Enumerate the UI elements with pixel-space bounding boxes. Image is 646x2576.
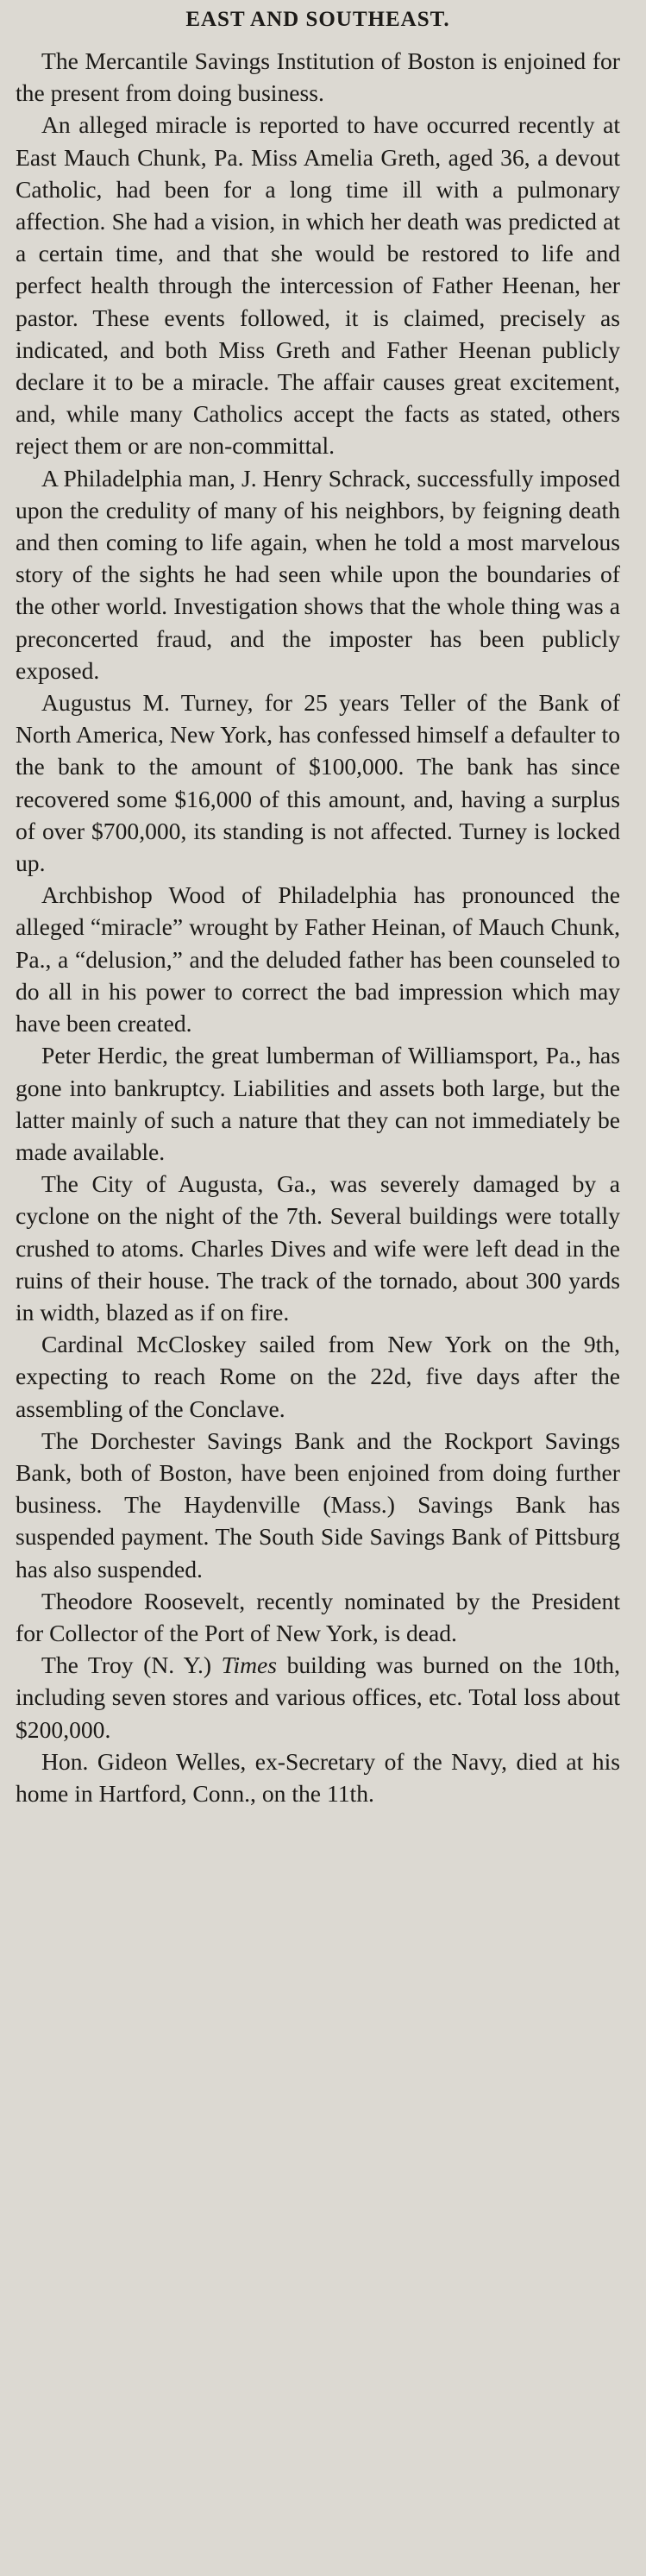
news-item-peter-herdic: Peter Herdic, the great lumberman of Williamsport, Pa., has gone into bankruptcy. Liabilities and assets both large, but the latter mainly of such a nature that they can not immediately be made available. (16, 1042, 620, 1165)
news-item-philadelphia-fraud: A Philadelphia man, J. Henry Schrack, successfully imposed upon the credulity of many of his neighbors, by feigning death and then coming to life again, when he told a most marvelous story of the sights he had seen while upon the boundaries of the other world. Investigation shows that the whole thing was a preconcerted fraud, and the imposter has been publicly exposed. (16, 464, 620, 684)
news-item-alleged-miracle: An alleged miracle is reported to have occurred recently at East Mauch Chunk, Pa. Miss Amelia Greth, aged 36, a devout Catholic, had been for a long time ill with a pulmonary affection. She had a vision, in which her death was predicted at a certain time, and that she would be restored to life and perfect health through the intercession of Father Heenan, her pastor. These events followed, it is claimed, precisely as indicated, and both Miss Greth and Father Heenan publicly declare it to be a miracle. The affair causes great excitement, and, while many Catholics accept the facts as stated, others reject them or are non-committal. (16, 111, 620, 460)
section-heading: EAST AND SOUTHEAST. (185, 8, 450, 31)
news-item-savings-banks: The Dorchester Savings Bank and the Rockport Savings Bank, both of Boston, have been enjoined from doing further business. The Haydenville (Mass.) Savings Bank has suspended payment. The South Side Savings Bank of Pittsburg has also suspended. (16, 1426, 620, 1583)
troy-text-after: building was burned on the 10th, including seven stores and various offices, etc. Total loss about $200,000. (16, 1652, 620, 1743)
news-item-archbishop-wood: Archbishop Wood of Philadelphia has pronounced the alleged “miracle” wrought by Father Heinan, of Mauch Chunk, Pa., a “delusion,” and the deluded father has been counseled to do all in his power to correct the bad impression which may have been created. (16, 881, 620, 1037)
news-item-cardinal-mccloskey: Cardinal McCloskey sailed from New York on the 9th, expecting to reach Rome on the 22d, five days after the assembling of the Conclave. (16, 1331, 620, 1422)
news-item-turney-defaulter: Augustus M. Turney, for 25 years Teller of the Bank of North America, New York, has confessed himself a defaulter to the bank to the amount of $100,000. The bank has since recovered some $16,000 of this amount, and, having a surplus of over $700,000, its standing is not affected. Turney is locked up. (16, 689, 620, 877)
troy-text-before: The Troy (N. Y.) (41, 1652, 222, 1679)
news-item-mercantile-savings: The Mercantile Savings Institution of Boston is enjoined for the present from doing business. (16, 47, 620, 107)
news-item-gideon-welles: Hon. Gideon Welles, ex-Secretary of the Navy, died at his home in Hartford, Conn., on the 11th. (16, 1747, 620, 1807)
troy-newspaper-title: Times (221, 1652, 278, 1679)
news-item-augusta-cyclone: The City of Augusta, Ga., was severely damaged by a cyclone on the night of the 7th. Several buildings were totally crushed to atoms. Charles Dives and wife were left dead in the ruins of their house. The track of the tornado, about 300 yards in width, blazed as if on fire. (16, 1170, 620, 1326)
news-column (16, 45, 620, 1809)
news-item-theodore-roosevelt: Theodore Roosevelt, recently nominated by the President for Collector of the Port of New York, is dead. (16, 1587, 620, 1646)
news-item-troy-times-fire (16, 1649, 620, 1746)
